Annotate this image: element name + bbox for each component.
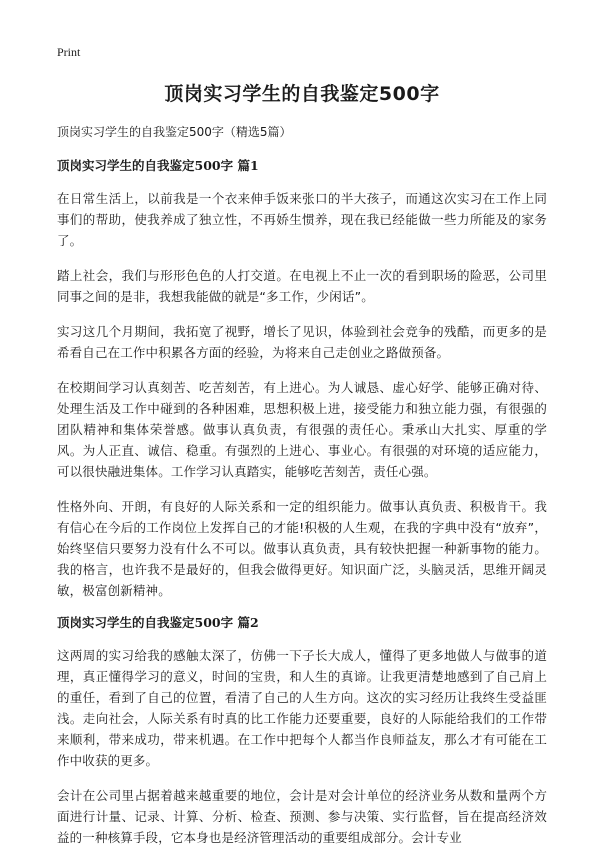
paragraph: 在校期间学习认真刻苦、吃苦刻苦，有上进心。为人诚恳、虚心好学、能够正确对待、处理生活及工作中碰到的各种困难，思想积极上进，接受能力和独立能力强，有很强的团队精神和集体荣誉感。做事认真负责，有很强的责任心。秉承山大扎实、厚重的学风。为人正直、诚信、稳重。有强烈的上进心、事业心。有很强的对环境的适应能力，可以很快融进集体。工作学习认真踏实，能够吃苦刻苦，责任心强。 [57, 380, 547, 479]
document-page [57, 44, 547, 862]
paragraph: 会计在公司里占据着越来越重要的地位，会计是对会计单位的经济业务从数和量两个方面进行计量、记录、计算、分析、检查、预测、参与决策、实行监督，旨在提高经济效益的一种核算手段，它本身也是经济管理活动的重要组成部分。会计专业 [57, 788, 547, 845]
section-heading: 顶岗实习学生的自我鉴定500字 篇2 [57, 615, 259, 630]
document-subtitle: 顶岗实习学生的自我鉴定500字（精选5篇） [57, 125, 292, 139]
section-1 [57, 158, 547, 601]
print-label: Print [57, 45, 81, 59]
paragraph: 这两周的实习给我的感触太深了，仿佛一下子长大成人，懂得了更多地做人与做事的道理，真正懂得学习的意义，时间的宝贵，和人生的真谛。让我更清楚地感到了自己肩上的重任，看到了自己的位置，看清了自己的人生方向。这次的实习经历让我终生受益匪浅。走向社会，人际关系有时真的比工作能力还要重要，良好的人际能给我们的工作带来顺利，带来成功，带来机遇。在工作中把每个人都当作良师益友，那么才有可能在工作中收获的更多。 [57, 648, 547, 768]
section-heading: 顶岗实习学生的自我鉴定500字 篇1 [57, 158, 259, 173]
section-2 [57, 615, 547, 848]
paragraph: 在日常生活上，以前我是一个衣来伸手饭来张口的半大孩子，而通这次实习在工作上同事们的帮助，使我养成了独立性，不再娇生惯养，现在我已经能做一些力所能及的家务了。 [57, 191, 547, 248]
paragraph: 性格外向、开朗，有良好的人际关系和一定的组织能力。做事认真负责、积极肯干。我有信心在今后的工作岗位上发挥自己的才能!积极的人生观，在我的字典中没有“放弃”，始终坚信只要努力没有什么不可以。做事认真负责，具有较快把握一种新事物的能力。我的格言，也许我不是最好的，但我会做得更好。知识面广泛，头脑灵活，思维开阔灵敏，极富创新精神。 [57, 499, 547, 598]
page-title: 顶岗实习学生的自我鉴定500字 [164, 83, 440, 105]
paragraph: 实习这几个月期间，我拓宽了视野，增长了见识，体验到社会竞争的残酷，而更多的是希看自己在工作中积累各方面的经验，为将来自己走创业之路做预备。 [57, 324, 547, 360]
paragraph: 踏上社会，我们与形形色色的人打交道。在电视上不止一次的看到职场的险恶，公司里同事之间的是非，我想我能做的就是“多工作，少闲话”。 [57, 268, 547, 304]
